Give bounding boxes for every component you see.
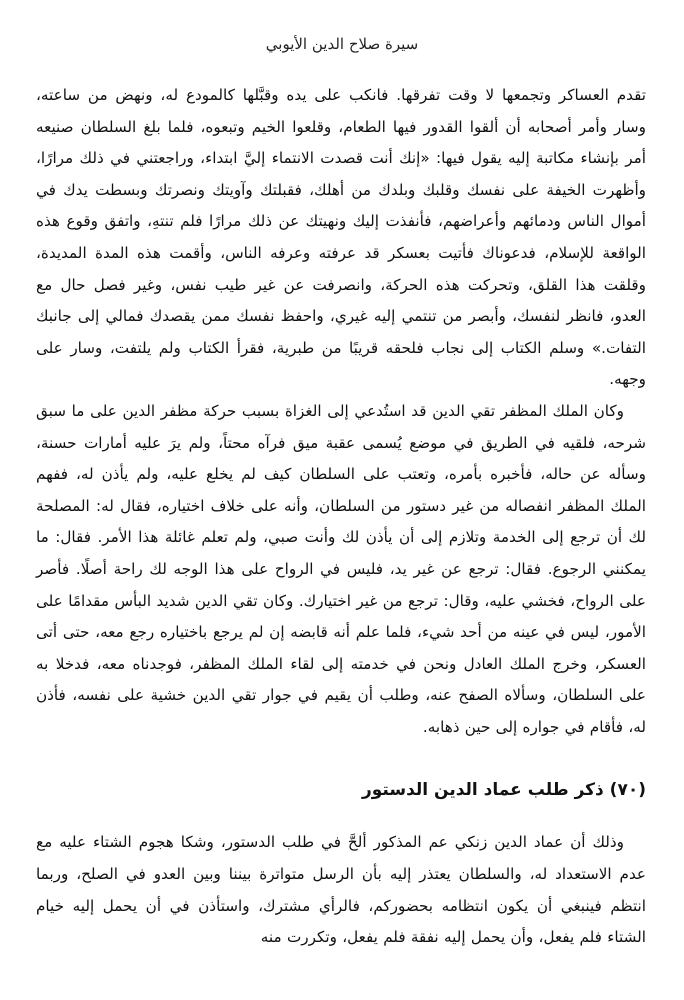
paragraph-1: تقدم العساكر وتجمعها لا وقت تفرقها. فانكب على يده وقبَّلها كالمودع له، ونهض من ساعته، وسار وأمر أصحابه أن ألقوا القدور فيها الطعام، وقلعوا الخيم وتبعوه، فلما بلغ السلطان صنيعه أمر بإنشاء مكاتبة إليه يقول فيها: «إنك أنت قصدت الانتماء إليَّ ابتداء، وراجعتني في ذلك مرارًا، وأظهرت الخيفة على نفسك وقلبك وبلدك من أهلك، فقبلتك وآويتك ونصرتك وبسطت يدك في أموال الناس ودمائهم وأعراضهم، فأنفذت إليك ونهيتك عن ذلك مرارًا فلم تنتهِ، واتفق وقوع هذه الواقعة للإسلام، فدعوناك فأتيت بعسكر قد عرفته وعرفه الناس، وأقمت هذه المدة المديدة، وقلقت هذا القلق، وتحركت هذه الحركة، وانصرفت عن غير طيب نفس، وغير فصل حال مع العدو، فانظر لنفسك، وأبصر من تنتمي إليه غيري، واحفظ نفسك ممن يقصدك فمالي إلى جانبك التفات.» وسلم الكتاب إلى نجاب فلحقه قريبًا من طبرية، فقرأ الكتاب ولم يلتفت، وسار على وجهه. — [36, 86, 646, 389]
paragraph-3: وذلك أن عماد الدين زنكي عم المذكور ألحَّ في طلب الدستور، وشكا هجوم الشتاء عليه مع عدم الاستعداد له، والسلطان يعتذر إليه بأن الرسل متواترة بيننا وبين العدو في الصلح، وربما انتظم فينبغي أن يكون انتظامه بحضوركم، فالرأي مشترك، واستأذن في أن يحمل إليه خيام الشتاء فلم يفعل، وأن يحمل إليه نفقة فلم يفعل، وتكررت منه — [36, 833, 646, 947]
paragraph-2: وكان الملك المظفر تقي الدين قد استُدعي إلى الغزاة بسبب حركة مظفر الدين على ما سبق شرحه، فلقيه في الطريق في موضع يُسمى عقبة ميق فرآه محتاً، ولم يرَ عليه أمارات حسنة، وسأله عن حاله، فأخبره بأمره، وتعتب على السلطان كيف لم يخلع عليه، ولم يأذن له، ففهم الملك المظفر انفصاله من غير دستور من السلطان، وأنه على خلاف اختياره، فقال له: المصلحة لك أن ترجع إلى الخدمة وتلازم إلى أن يأذن لك وأنت صبي، ولم تعلم غائلة هذا الأمر. فقال: ما يمكنني الرجوع. فقال: ترجع عن غير يد، فليس في الرواح على هذا الوجه لك راحة أصلًا. فأصر على الرواح، فخشي عليه، وقال: ترجع من غير اختيارك. وكان تقي الدين شديد البأس مقدامًا على الأمور، ليس في عينه من أحد شيء، فلما علم أنه قابضه إن لم يرجع باختياره رجع معه، حتى أتى العسكر، وخرج الملك العادل ونحن في خدمته إلى لقاء الملك المظفر، فوجدناه معه، فدخلا به على السلطان، وسألاه الصفح عنه، وطلب أن يقيم في جوار تقي الدين خشية على نفسه، فأذن له، فأقام في جواره إلى حين ذهابه. — [36, 401, 646, 736]
section-heading: (٧٠) ذكر طلب عماد الدين الدستور — [361, 780, 646, 801]
page-body — [36, 80, 646, 954]
running-header: سيرة صلاح الدين الأيوبي — [265, 35, 419, 53]
